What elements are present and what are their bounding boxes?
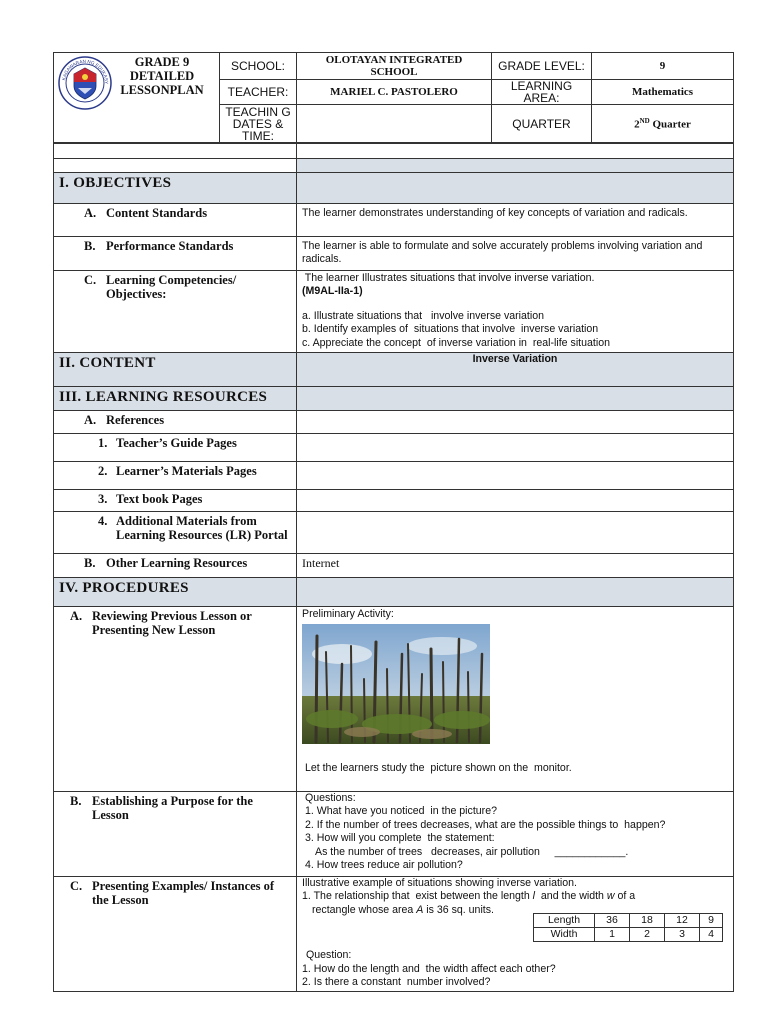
additional-materials-label: 4. Additional Materials from Learning Resources (LR) Portal	[54, 512, 297, 554]
teacher-value: MARIEL C. PASTOLERO	[297, 80, 492, 105]
lesson-table	[53, 143, 734, 992]
header-title-cell	[54, 53, 220, 143]
resources-heading: III. LEARNING RESOURCES	[54, 387, 297, 411]
objective-a: a. Illustrate situations that involve inverse variation	[302, 309, 545, 322]
purpose-label: B. Establishing a Purpose for the Lesson	[54, 792, 297, 877]
examples-label: C. Presenting Examples/ Instances of the Lesson	[54, 877, 297, 992]
content-value: Inverse Variation	[297, 353, 734, 387]
learners-materials-label: 2. Learner’s Materials Pages	[54, 462, 297, 490]
purpose-questions	[297, 792, 734, 877]
textbook-label: 3. Text book Pages	[54, 490, 297, 512]
table-cell: Length	[534, 914, 595, 928]
question-4: 4. How trees reduce air pollution?	[305, 859, 463, 872]
preliminary-title: Preliminary Activity:	[302, 608, 394, 621]
objectives-heading: I. OBJECTIVES	[54, 173, 297, 204]
deforestation-photo	[302, 624, 490, 744]
spacer-cell	[297, 144, 734, 159]
table-row	[534, 928, 723, 942]
picture-instruction: Let the learners study the picture shown on the monitor.	[302, 762, 572, 775]
references-value	[297, 411, 734, 434]
objective-c: c. Appreciate the concept of inverse variation in real-life situation	[302, 336, 610, 349]
objectives-heading-fill	[297, 173, 734, 204]
question-2: 2. If the number of trees decreases, what are the possible things to happen?	[305, 818, 666, 831]
spacer-cell	[54, 159, 297, 173]
example-1-line-1: 1. The relationship that exist between the length l and the width w of a	[302, 890, 636, 903]
other-resources-value: Internet	[297, 554, 734, 578]
learning-area-value: Mathematics	[592, 80, 734, 105]
table-cell: Width	[534, 928, 595, 942]
table-cell: 4	[700, 928, 723, 942]
preliminary-activity	[297, 607, 734, 792]
other-resources-label: B. Other Learning Resources	[54, 554, 297, 578]
dates-label: TEACHIN G DATES & TIME:	[220, 105, 297, 143]
examples-content	[297, 877, 734, 992]
question-3-statement: As the number of trees decreases, air pollution ____________.	[315, 845, 629, 858]
textbook-value	[297, 490, 734, 512]
resources-heading-fill	[297, 387, 734, 411]
table-cell: 2	[630, 928, 665, 942]
grade-level-label: GRADE LEVEL:	[492, 53, 592, 80]
header-table	[53, 52, 734, 143]
teachers-guide-value	[297, 434, 734, 462]
additional-materials-value	[297, 512, 734, 554]
competencies-code: (M9AL-IIa-1)	[302, 285, 363, 298]
reviewing-label: A. Reviewing Previous Lesson or Presenting New Lesson	[54, 607, 297, 792]
lesson-plan-page	[53, 52, 733, 992]
teacher-label: TEACHER:	[220, 80, 297, 105]
quarter-label: QUARTER	[492, 105, 592, 143]
example-1-line-2: rectangle whose area A is 36 sq. units.	[312, 903, 494, 916]
spacer-cell	[54, 144, 297, 159]
competencies-label: C. Learning Competencies/ Objectives:	[54, 271, 297, 353]
question-1: 1. What have you noticed in the picture?	[305, 805, 497, 818]
content-heading: II. CONTENT	[54, 353, 297, 387]
lesson-plan-title: GRADE 9 DETAILED LESSONPLAN	[120, 55, 204, 97]
question-length-width: 1. How do the length and the width affect each other?	[302, 962, 556, 975]
table-row	[534, 914, 723, 928]
competencies-line: The learner Illustrates situations that involve inverse variation.	[302, 272, 595, 284]
performance-standards-label: B. Performance Standards	[54, 237, 297, 271]
examples-intro: Illustrative example of situations showing inverse variation.	[302, 877, 577, 890]
length-width-table	[533, 913, 723, 942]
learners-materials-value	[297, 462, 734, 490]
learning-area-label: LEARNING AREA:	[492, 80, 592, 105]
school-value: OLOTAYAN INTEGRATED SCHOOL	[297, 53, 492, 80]
table-cell: 12	[665, 914, 700, 928]
teachers-guide-label: 1. Teacher’s Guide Pages	[54, 434, 297, 462]
table-cell: 18	[630, 914, 665, 928]
content-standards-value: The learner demonstrates understanding of key concepts of variation and radicals.	[297, 204, 734, 237]
competencies-value	[297, 271, 734, 353]
school-label: SCHOOL:	[220, 53, 297, 80]
questions-title: Questions:	[305, 792, 356, 805]
table-cell: 36	[595, 914, 630, 928]
procedures-heading-fill	[297, 578, 734, 607]
table-cell: 1	[595, 928, 630, 942]
content-standards-label: A. Content Standards	[54, 204, 297, 237]
question-constant: 2. Is there a constant number involved?	[302, 976, 491, 989]
question-3: 3. How will you complete the statement:	[305, 832, 495, 845]
table-cell: 9	[700, 914, 723, 928]
dates-value	[297, 105, 492, 143]
logo-text: KAGAWARAN NG EDUKASY	[61, 58, 110, 85]
quarter-value: 2ND Quarter	[592, 105, 734, 143]
procedures-heading: IV. PROCEDURES	[54, 578, 297, 607]
table-cell: 3	[665, 928, 700, 942]
grade-level-value: 9	[592, 53, 734, 80]
references-label: A. References	[54, 411, 297, 434]
question-title: Question:	[306, 949, 352, 962]
spacer-cell	[297, 159, 734, 173]
performance-standards-value: The learner is able to formulate and solve accurately problems involving variation and radicals.	[297, 237, 734, 271]
objective-b: b. Identify examples of situations that involve inverse variation	[302, 323, 599, 336]
